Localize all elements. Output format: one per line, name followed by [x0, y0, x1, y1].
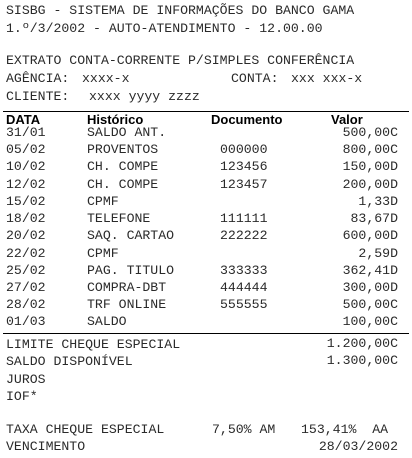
row-date: 25/02 [6, 263, 46, 278]
row-history: PROVENTOS [87, 142, 159, 157]
row-value: 150,00D [342, 159, 398, 174]
column-header-history: Histórico [87, 112, 144, 127]
row-date: 27/02 [6, 280, 46, 295]
column-header-document: Documento [211, 112, 283, 127]
client-label: CLIENTE: [6, 89, 70, 104]
row-date: 10/02 [6, 159, 46, 174]
statement-title: EXTRATO CONTA-CORRENTE P/SIMPLES CONFERÊNCIA [6, 53, 355, 68]
row-document: 123457 [220, 177, 268, 192]
due-date-value: 28/03/2002 [318, 439, 398, 454]
available-balance-value: 1.300,00C [326, 353, 398, 368]
row-history: CH. COMPE [87, 177, 159, 192]
agency-label: AGÊNCIA: [6, 71, 70, 86]
divider [3, 333, 409, 334]
row-value: 2,59D [358, 246, 398, 261]
row-document: 111111 [220, 211, 268, 226]
iof-label: IOF* [6, 389, 38, 404]
interest-label: JUROS [6, 372, 46, 387]
row-history: PAG. TITULO [87, 263, 175, 278]
row-document: 222222 [220, 228, 268, 243]
row-document: 333333 [220, 263, 268, 278]
column-header-value: Valor [331, 112, 363, 127]
monthly-rate: 7,50% AM [212, 422, 276, 437]
row-date: 12/02 [6, 177, 46, 192]
row-value: 200,00D [342, 177, 398, 192]
row-value: 300,00D [342, 280, 398, 295]
row-value: 500,00C [342, 297, 398, 312]
row-history: CH. COMPE [87, 159, 159, 174]
row-document: 444444 [220, 280, 268, 295]
row-history: SALDO [87, 314, 127, 329]
row-date: 28/02 [6, 297, 46, 312]
row-value: 500,00C [342, 125, 398, 140]
available-balance-label: SALDO DISPONÍVEL [6, 354, 133, 369]
row-history: SALDO ANT. [87, 125, 167, 140]
row-date: 05/02 [6, 142, 46, 157]
column-header-date: DATA [6, 112, 41, 127]
row-value: 1,33D [358, 194, 398, 209]
row-date: 18/02 [6, 211, 46, 226]
row-history: COMPRA-DBT [87, 280, 167, 295]
row-value: 100,00C [342, 314, 398, 329]
row-history: CPMF [87, 246, 119, 261]
row-date: 31/01 [6, 125, 46, 140]
row-value: 83,67D [350, 211, 398, 226]
agency-value: xxxx-x [82, 71, 130, 86]
limit-value: 1.200,00C [326, 336, 398, 351]
row-date: 20/02 [6, 228, 46, 243]
account-value: xxx xxx-x [291, 71, 363, 86]
row-document: 555555 [220, 297, 268, 312]
row-date: 15/02 [6, 194, 46, 209]
row-value: 600,00D [342, 228, 398, 243]
row-document: 000000 [220, 142, 268, 157]
annual-rate: 153,41% AA [301, 422, 389, 437]
client-value: xxxx yyyy zzzz [89, 89, 200, 104]
row-history: TELEFONE [87, 211, 151, 226]
row-history: CPMF [87, 194, 119, 209]
row-date: 01/03 [6, 314, 46, 329]
row-history: SAQ. CARTAO [87, 228, 175, 243]
row-date: 22/02 [6, 246, 46, 261]
row-value: 362,41D [342, 263, 398, 278]
system-header: SISBG - SISTEMA DE INFORMAÇÕES DO BANCO GAMA [6, 3, 355, 18]
overdraft-rate-label: TAXA CHEQUE ESPECIAL [6, 422, 165, 437]
date-time-line: 1.º/3/2002 - AUTO-ATENDIMENTO - 12.00.00 [6, 21, 323, 36]
limit-label: LIMITE CHEQUE ESPECIAL [6, 337, 181, 352]
account-label: CONTA: [231, 71, 279, 86]
row-history: TRF ONLINE [87, 297, 167, 312]
row-document: 123456 [220, 159, 268, 174]
due-date-label: VENCIMENTO [6, 439, 86, 454]
row-value: 800,00C [342, 142, 398, 157]
